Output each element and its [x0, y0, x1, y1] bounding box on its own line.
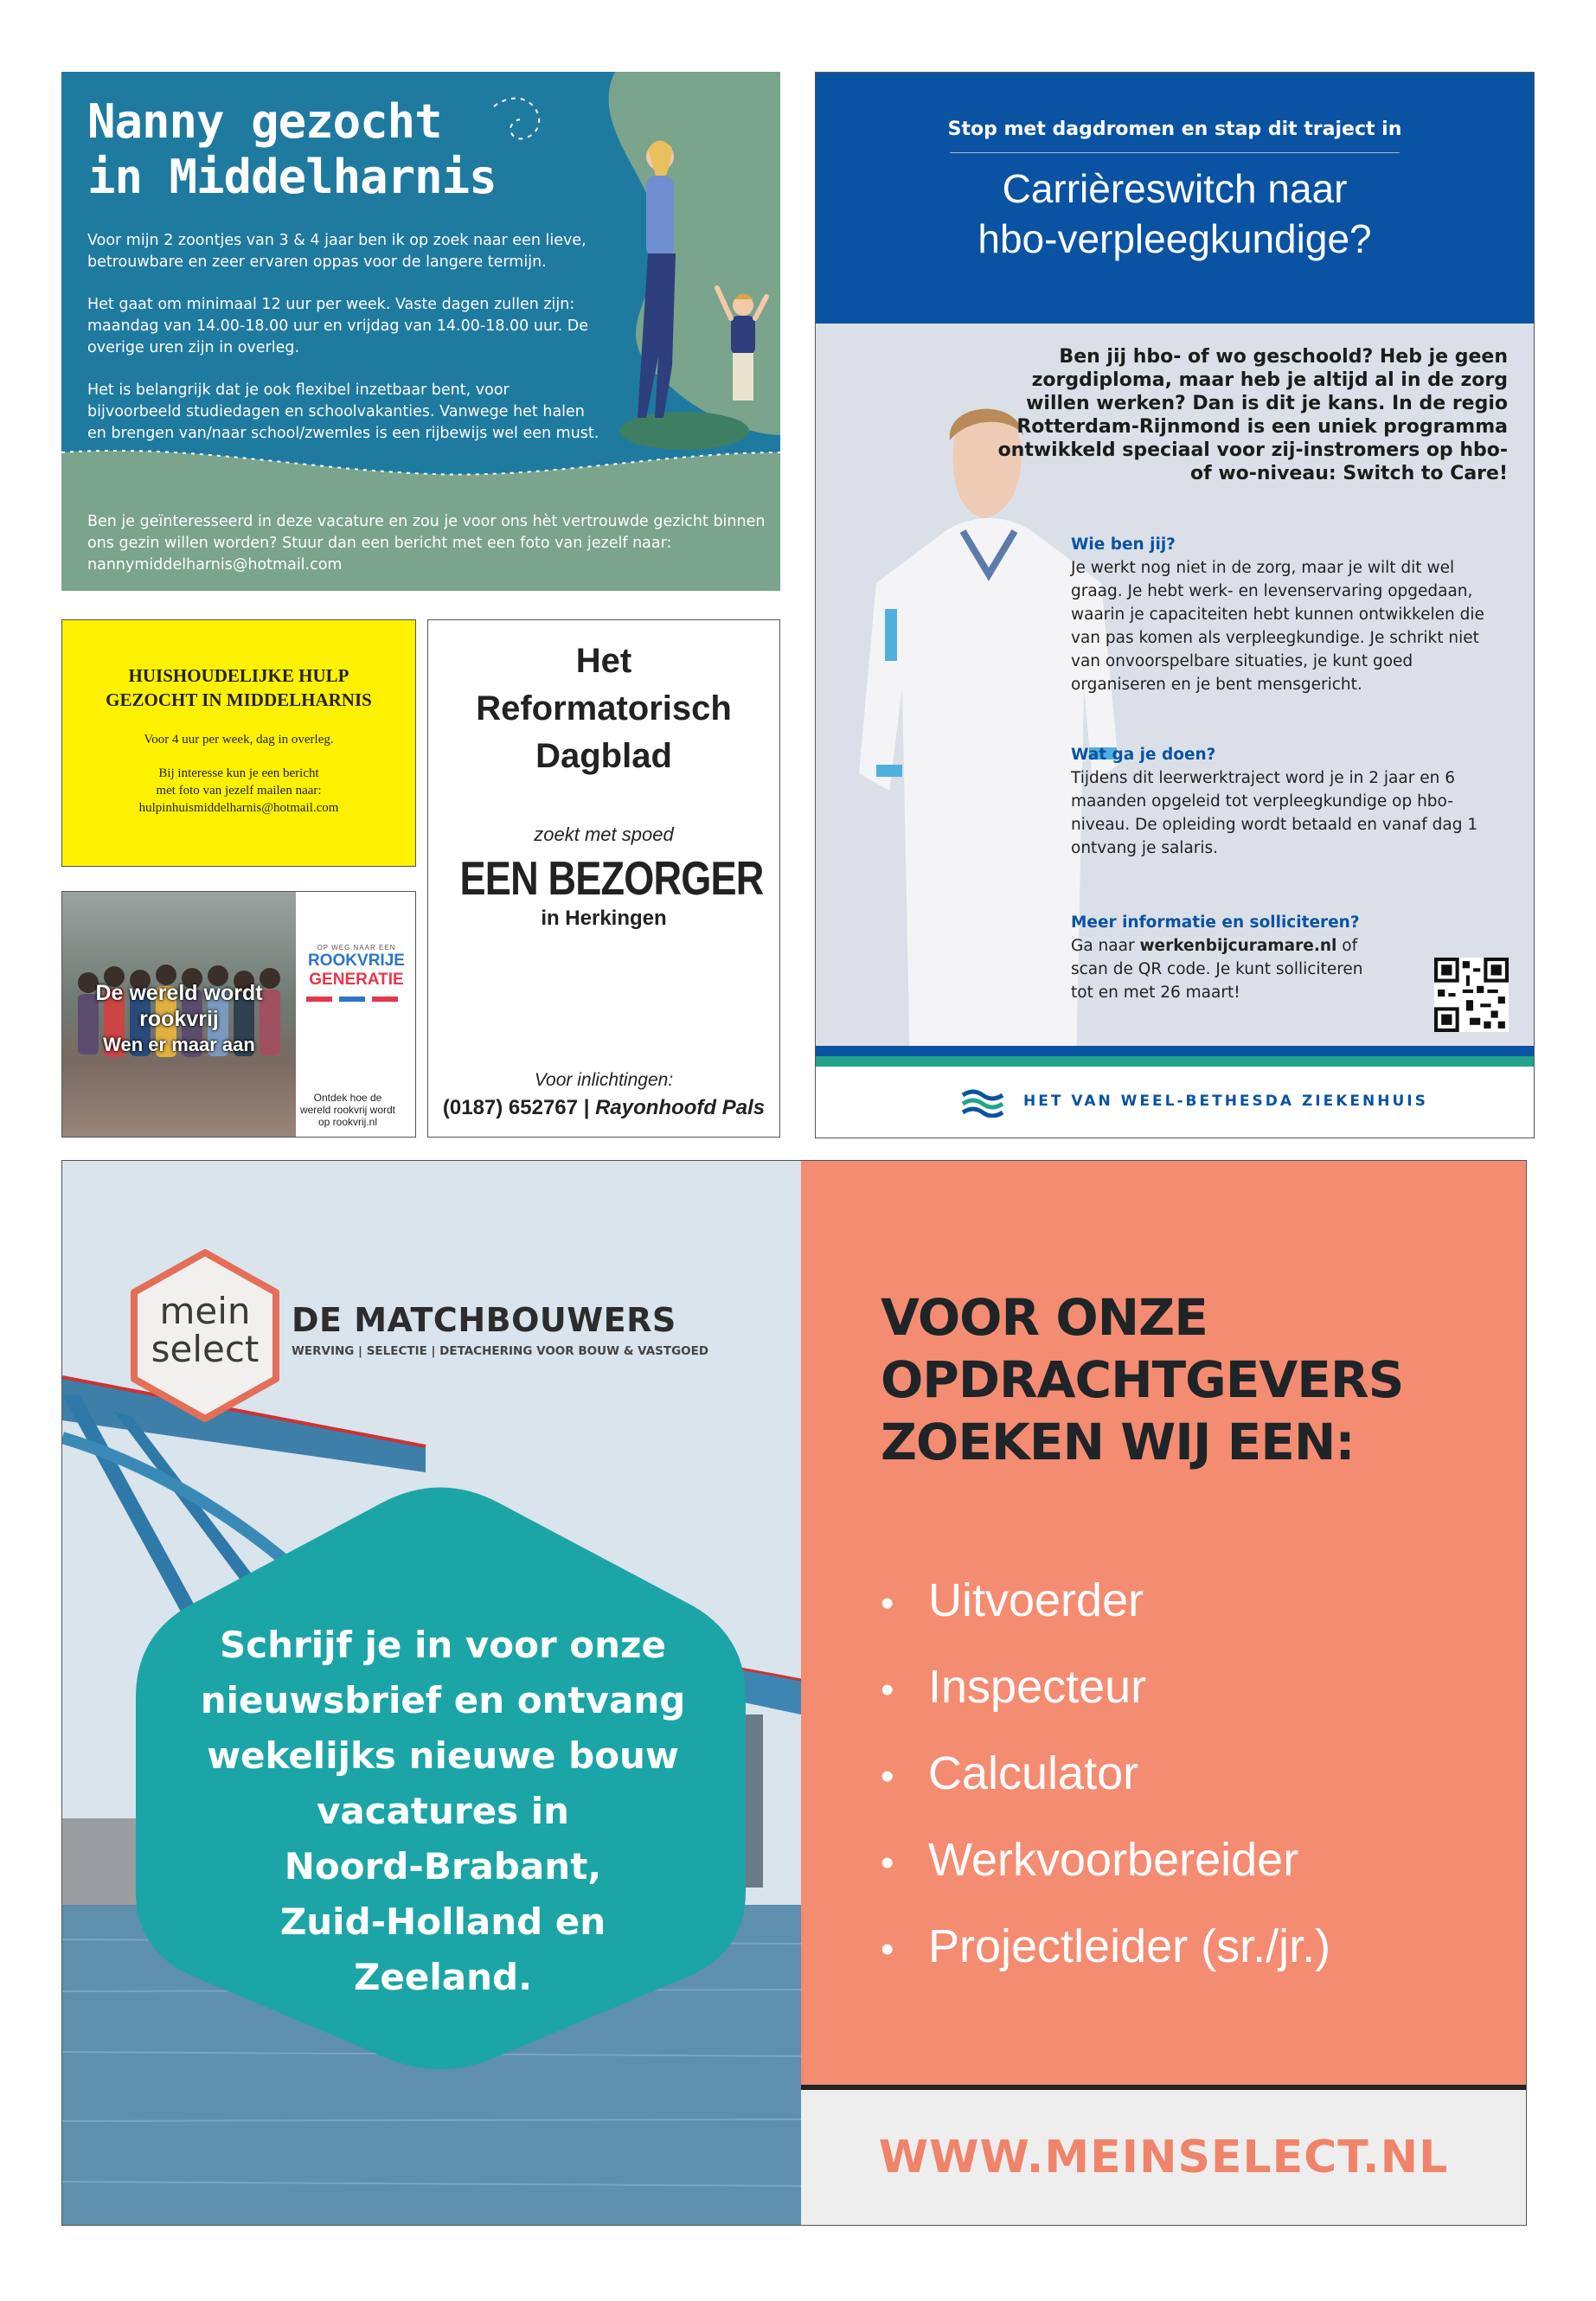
newsletter-text[interactable] — [183, 1618, 702, 2005]
vacancies-panel — [801, 1161, 1526, 2085]
household-help-contact — [62, 765, 415, 817]
rookvrij-footer-line1: Ontdek hoe de — [313, 1092, 382, 1104]
nanny-title-line2: in Middelharnis — [87, 150, 497, 204]
logo-word-2: GENERATIE — [309, 971, 404, 989]
rookvrij-footer-link[interactable]: op rookvrij.nl — [317, 1116, 378, 1128]
nanny-paragraph-1: Voor mijn 2 zoontjes van 3 & 4 jaar ben ik op zoek naar een lieve, betrouwbare en zeer ervaren oppas voor de langere termijn. — [87, 232, 586, 271]
contact-separator: | — [583, 1096, 590, 1119]
section-who-text: Je werkt nog niet in de zorg, maar je wilt dit wel graag. Je hebt werk- en levenservaring opgedaan, waarin je capaciteiten hebt kunnen ontwikkelen die van pas komen als verpleegkundige. Je schrikt niet van onvoorspelbare situaties, je kunt goed organiseren en je bent mensgericht. — [1071, 559, 1484, 694]
header-title — [816, 163, 1534, 264]
nanny-paragraph-4: Ben je geïnteresseerd in deze vacature en zou je voor ons hèt vertrouwde gezicht binnen ons gezin willen worden? Stuur dan een bericht met een foto van jezelf naar: nannymiddelharnis@hotmail.com — [87, 513, 766, 574]
logo-word-1: ROOKVRIJE — [308, 952, 405, 970]
vacancies-heading-line: VOOR ONZE — [881, 1288, 1208, 1347]
nanny-ad — [61, 72, 780, 591]
header-divider — [950, 152, 1400, 153]
logo-small-text: OP WEG NAAR EEN — [317, 944, 396, 952]
household-contact-line1: Bij interesse kun je een bericht — [158, 766, 319, 780]
newspaper-name-line2: Reformatorisch — [476, 689, 732, 727]
household-title-line1: HUISHOUDELIJKE HULP — [128, 665, 349, 686]
contact-person: Rayonhoofd Pals — [595, 1096, 766, 1119]
header-kicker: Stop met dagdromen en stap dit traject in — [947, 119, 1402, 140]
meinselect-ad — [61, 1160, 1527, 2226]
newspaper-name-line1: Het — [575, 642, 632, 680]
intro-text: Ben jij hbo- of wo geschoold? Heb je geen zorgdiploma, maar heb je altijd al in de zorg willen werken? Dan is dit je kans. In de regio Rotterdam-Rijnmond is een uniek programma ontwikkeld speciaal voor zij-instromers op hbo- of wo-niveau: Switch to Care! — [997, 346, 1508, 484]
newsletter-line: vacatures in — [316, 1790, 570, 1832]
section-who-heading: Wie ben jij? — [1071, 535, 1176, 554]
apply-url-link[interactable]: werkenbijcuramare.nl — [1139, 937, 1337, 955]
section-what-heading: Wat ga je doen? — [1071, 746, 1216, 764]
rookvrije-generatie-logo — [300, 944, 413, 1005]
hospital-name: HET VAN WEEL-BETHESDA ZIEKENHUIS — [1023, 1093, 1428, 1110]
section-apply-text — [1071, 934, 1365, 1004]
vacancy-header — [816, 73, 1534, 324]
hospital-wave-logo-icon — [961, 1088, 1004, 1118]
phone-number[interactable]: (0187) 652767 — [442, 1096, 579, 1119]
section-what — [1071, 743, 1503, 860]
vacancies-list — [881, 1559, 1330, 1991]
household-help-hours: Voor 4 uur per week, dag in overleg. — [144, 733, 334, 747]
logo-words — [300, 952, 413, 990]
header-title-line2: hbo-verpleegkundige? — [977, 216, 1372, 261]
rookvrij-footer-line2: wereld rookvrij wordt — [299, 1104, 396, 1116]
section-what-text: Tijdens dit leerwerktraject word je in 2 jaar en 6 maanden opgeleid tot verpleegkundige op hbo-niveau. De opleiding wordt betaald en vanaf dag 1 ontvang je salaris. — [1071, 769, 1478, 857]
newsletter-line: wekelijks nieuwe bouw — [207, 1734, 679, 1777]
logo-text-line1: mein — [159, 1290, 251, 1332]
job-title: EEN BEZORGER — [459, 851, 764, 905]
household-help-ad — [61, 619, 416, 867]
rookvrij-ad — [61, 891, 416, 1138]
rookvrij-slogan-line1: De wereld wordt — [95, 981, 263, 1005]
footer-stripe-blue — [816, 1046, 1534, 1056]
vacancies-heading — [881, 1286, 1403, 1473]
nanny-title — [87, 94, 497, 205]
apply-prefix: Ga naar — [1071, 937, 1135, 955]
qr-code-icon[interactable] — [1434, 958, 1509, 1032]
newsletter-line: nieuwsbrief en ontvang — [200, 1679, 686, 1721]
van-weel-bethesda-ad — [815, 72, 1535, 1138]
vacancies-heading-line: OPDRACHTGEVERS — [881, 1350, 1404, 1409]
urgent-label: zoekt met spoed — [534, 824, 674, 845]
nanny-paragraph-2: Het gaat om minimaal 12 uur per week. Vaste dagen zullen zijn: maandag van 14.00-18.00 uur en vrijdag van 14.00-18.00 uur. De overige uren zijn in overleg. — [87, 296, 588, 356]
section-who — [1071, 533, 1503, 696]
rookvrij-subslogan: Wen er maar aan — [103, 1034, 255, 1055]
brand-tagline: WERVING | SELECTIE | DETACHERING VOOR BOUW & VASTGOED — [292, 1344, 709, 1358]
contact-line — [428, 1096, 779, 1120]
section-apply — [1071, 911, 1365, 1004]
hospital-footer — [816, 1067, 1534, 1138]
meinselect-logo-text — [127, 1292, 283, 1368]
logo-text-line2: select — [151, 1328, 260, 1370]
sponsor-logos-icon — [304, 995, 408, 1003]
vacancy-item: • Calculator — [881, 1732, 1330, 1818]
newsletter-line: Noord-Brabant, — [284, 1845, 602, 1888]
newspaper-name — [428, 638, 779, 780]
household-contact-line2: met foto van jezelf mailen naar: — [156, 784, 322, 798]
rookvrij-slogan — [62, 980, 296, 1032]
household-help-title — [62, 663, 415, 712]
info-label: Voor inlichtingen: — [534, 1070, 674, 1090]
newspaper-name-line3: Dagblad — [535, 737, 672, 775]
household-title-line2: GEZOCHT IN MIDDELHARNIS — [106, 689, 372, 710]
website-link[interactable]: WWW.MEINSELECT.NL — [801, 2090, 1526, 2225]
header-title-line1: Carrièreswitch naar — [1002, 166, 1348, 211]
rookvrij-footer — [287, 1092, 408, 1128]
vacancies-heading-line: ZOEKEN WIJ EEN: — [881, 1413, 1355, 1471]
section-apply-heading: Meer informatie en solliciteren? — [1071, 913, 1360, 932]
newsletter-line: Schrijf je in voor onze — [220, 1624, 666, 1666]
vacancy-item: • Uitvoerder — [881, 1559, 1330, 1645]
mother-child-illustration — [615, 132, 771, 461]
reformatorisch-dagblad-ad — [427, 619, 780, 1138]
footer-stripe-green — [816, 1056, 1534, 1067]
brand-name: DE MATCHBOUWERS — [292, 1301, 676, 1339]
newsletter-line: Zeeland. — [353, 1956, 533, 1998]
nanny-title-line1: Nanny gezocht — [87, 94, 442, 149]
sponsor-logos — [300, 995, 413, 1005]
apply-text: of scan de QR code. Je kunt solliciteren tot en met 26 maart! — [1071, 937, 1363, 1002]
job-location: in Herkingen — [541, 907, 667, 930]
nanny-paragraph-3: Het is belangrijk dat je ook flexibel inzetbaar bent, voor bijvoorbeeld studiedagen en schoolvakanties. Vanwege het halen en brengen van/naar school/zwemles is een rijbewijs wel een must. — [87, 381, 599, 442]
bridge-photo-panel — [62, 1161, 801, 2225]
newsletter-line: Zuid-Holland en — [279, 1900, 606, 1943]
vacancy-item: • Projectleider (sr./jr.) — [881, 1905, 1330, 1991]
vacancy-item: • Werkvoorbereider — [881, 1818, 1330, 1905]
rookvrij-slogan-line2: rookvrij — [139, 1007, 219, 1031]
household-email-link[interactable]: hulpinhuismiddelharnis@hotmail.com — [138, 801, 339, 815]
vacancy-item: • Inspecteur — [881, 1645, 1330, 1732]
